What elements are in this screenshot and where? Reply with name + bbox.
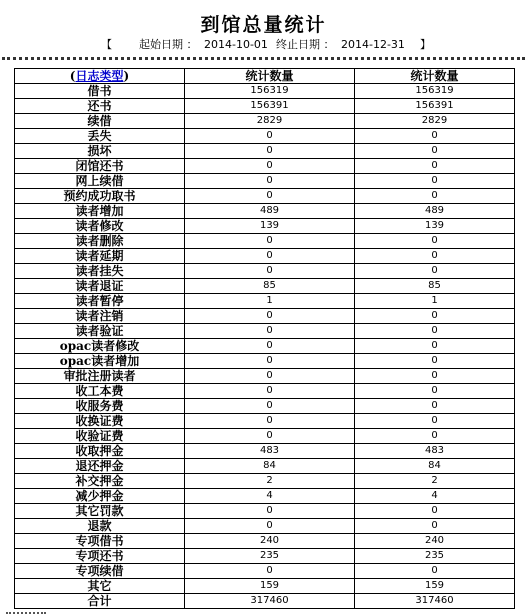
row-count-2: 489 bbox=[355, 204, 515, 219]
row-count-2: 0 bbox=[355, 384, 515, 399]
row-count-1: 4 bbox=[185, 489, 355, 504]
row-count-2: 156319 bbox=[355, 84, 515, 99]
row-label: opac读者修改 bbox=[15, 339, 185, 354]
row-count-1: 0 bbox=[185, 189, 355, 204]
end-date-label: 终止日期 ： bbox=[276, 38, 335, 51]
row-count-2: 139 bbox=[355, 219, 515, 234]
table-row bbox=[15, 459, 515, 474]
row-count-2: 240 bbox=[355, 534, 515, 549]
table-row bbox=[15, 444, 515, 459]
row-count-2: 156391 bbox=[355, 99, 515, 114]
row-count-2: 85 bbox=[355, 279, 515, 294]
row-count-1: 85 bbox=[185, 279, 355, 294]
row-count-1: 0 bbox=[185, 399, 355, 414]
row-count-2: 0 bbox=[355, 339, 515, 354]
row-label: 读者注销 bbox=[15, 309, 185, 324]
row-label: 借书 bbox=[15, 84, 185, 99]
row-count-1: 0 bbox=[185, 234, 355, 249]
row-label: 闭馆还书 bbox=[15, 159, 185, 174]
row-count-1: 2829 bbox=[185, 114, 355, 129]
table-row bbox=[15, 159, 515, 174]
table-row bbox=[15, 534, 515, 549]
header-log-type bbox=[15, 69, 185, 84]
row-label: 补交押金 bbox=[15, 474, 185, 489]
row-count-2: 0 bbox=[355, 354, 515, 369]
row-count-2: 0 bbox=[355, 504, 515, 519]
row-label: 其它 bbox=[15, 579, 185, 594]
table-row bbox=[15, 474, 515, 489]
row-count-1: 240 bbox=[185, 534, 355, 549]
row-count-1: 0 bbox=[185, 309, 355, 324]
table-row bbox=[15, 519, 515, 534]
table-row bbox=[15, 309, 515, 324]
end-date-value: 2014-12-31 bbox=[341, 38, 405, 51]
row-count-1: 0 bbox=[185, 159, 355, 174]
row-label: 减少押金 bbox=[15, 489, 185, 504]
row-count-2: 0 bbox=[355, 144, 515, 159]
row-label: 读者修改 bbox=[15, 219, 185, 234]
row-label: 续借 bbox=[15, 114, 185, 129]
row-count-2: 0 bbox=[355, 324, 515, 339]
row-count-1: 0 bbox=[185, 429, 355, 444]
row-label: 合计 bbox=[15, 594, 185, 609]
row-count-1: 235 bbox=[185, 549, 355, 564]
bracket-left: 【 bbox=[101, 38, 112, 51]
row-count-2: 0 bbox=[355, 309, 515, 324]
table-row bbox=[15, 249, 515, 264]
row-label: 收取押金 bbox=[15, 444, 185, 459]
paren-open: ( bbox=[69, 69, 76, 83]
row-label: 收验证费 bbox=[15, 429, 185, 444]
bracket-right: 】 bbox=[420, 38, 431, 51]
table-row bbox=[15, 174, 515, 189]
row-label: 退款 bbox=[15, 519, 185, 534]
cutoff-dotted-line bbox=[6, 612, 46, 614]
row-count-1: 489 bbox=[185, 204, 355, 219]
row-count-2: 0 bbox=[355, 369, 515, 384]
row-count-1: 0 bbox=[185, 414, 355, 429]
row-count-1: 0 bbox=[185, 504, 355, 519]
row-count-1: 156391 bbox=[185, 99, 355, 114]
table-row bbox=[15, 384, 515, 399]
table-row bbox=[15, 504, 515, 519]
table-row bbox=[15, 339, 515, 354]
row-label: 退还押金 bbox=[15, 459, 185, 474]
row-count-2: 2 bbox=[355, 474, 515, 489]
table-row bbox=[15, 84, 515, 99]
row-count-2: 0 bbox=[355, 564, 515, 579]
table-row bbox=[15, 369, 515, 384]
row-label: 专项借书 bbox=[15, 534, 185, 549]
row-count-1: 1 bbox=[185, 294, 355, 309]
row-count-2: 4 bbox=[355, 489, 515, 504]
row-count-2: 0 bbox=[355, 159, 515, 174]
table-row bbox=[15, 324, 515, 339]
row-label: 专项还书 bbox=[15, 549, 185, 564]
row-count-1: 0 bbox=[185, 264, 355, 279]
row-label: 预约成功取书 bbox=[15, 189, 185, 204]
table-row bbox=[15, 219, 515, 234]
row-count-2: 2829 bbox=[355, 114, 515, 129]
row-count-2: 84 bbox=[355, 459, 515, 474]
row-count-1: 156319 bbox=[185, 84, 355, 99]
table-row bbox=[15, 594, 515, 609]
row-count-1: 317460 bbox=[185, 594, 355, 609]
row-label: 读者增加 bbox=[15, 204, 185, 219]
row-count-1: 0 bbox=[185, 519, 355, 534]
row-label: opac读者增加 bbox=[15, 354, 185, 369]
row-count-1: 0 bbox=[185, 384, 355, 399]
table-row bbox=[15, 429, 515, 444]
row-count-2: 0 bbox=[355, 519, 515, 534]
row-count-2: 0 bbox=[355, 429, 515, 444]
row-count-1: 0 bbox=[185, 339, 355, 354]
row-count-1: 0 bbox=[185, 144, 355, 159]
row-label: 收工本费 bbox=[15, 384, 185, 399]
row-count-1: 2 bbox=[185, 474, 355, 489]
row-count-2: 0 bbox=[355, 189, 515, 204]
row-label: 收服务费 bbox=[15, 399, 185, 414]
row-count-1: 84 bbox=[185, 459, 355, 474]
table-row bbox=[15, 129, 515, 144]
row-count-1: 0 bbox=[185, 249, 355, 264]
row-label: 损坏 bbox=[15, 144, 185, 159]
row-count-2: 0 bbox=[355, 174, 515, 189]
row-count-2: 159 bbox=[355, 579, 515, 594]
row-label: 读者退证 bbox=[15, 279, 185, 294]
row-count-2: 0 bbox=[355, 249, 515, 264]
date-range bbox=[0, 38, 527, 52]
table-row bbox=[15, 264, 515, 279]
table-row bbox=[15, 144, 515, 159]
row-count-1: 0 bbox=[185, 174, 355, 189]
table-row bbox=[15, 114, 515, 129]
start-date-label: 起始日期 ： bbox=[139, 38, 198, 51]
row-label: 还书 bbox=[15, 99, 185, 114]
row-count-2: 0 bbox=[355, 234, 515, 249]
table-row bbox=[15, 189, 515, 204]
table-row bbox=[15, 279, 515, 294]
row-label: 读者延期 bbox=[15, 249, 185, 264]
table-row bbox=[15, 234, 515, 249]
row-label: 审批注册读者 bbox=[15, 369, 185, 384]
table-header-row bbox=[15, 69, 515, 84]
page-title: 到馆总量统计 bbox=[200, 14, 327, 36]
log-type-sort-link[interactable]: 日志类型 bbox=[75, 69, 124, 83]
table-row bbox=[15, 354, 515, 369]
dotted-divider bbox=[2, 57, 525, 60]
row-count-2: 0 bbox=[355, 129, 515, 144]
row-label: 读者挂失 bbox=[15, 264, 185, 279]
table-row bbox=[15, 99, 515, 114]
row-count-2: 0 bbox=[355, 264, 515, 279]
paren-close: ) bbox=[123, 69, 130, 83]
row-label: 网上续借 bbox=[15, 174, 185, 189]
table-row bbox=[15, 549, 515, 564]
table-row bbox=[15, 399, 515, 414]
header-count-2: 统计数量 bbox=[355, 69, 515, 84]
table-row bbox=[15, 294, 515, 309]
table-row bbox=[15, 489, 515, 504]
table-row bbox=[15, 564, 515, 579]
row-count-2: 235 bbox=[355, 549, 515, 564]
row-label: 专项续借 bbox=[15, 564, 185, 579]
row-label: 读者验证 bbox=[15, 324, 185, 339]
row-label: 读者删除 bbox=[15, 234, 185, 249]
row-count-1: 0 bbox=[185, 369, 355, 384]
row-count-1: 139 bbox=[185, 219, 355, 234]
row-count-2: 0 bbox=[355, 399, 515, 414]
row-count-2: 0 bbox=[355, 414, 515, 429]
row-count-2: 1 bbox=[355, 294, 515, 309]
stats-table bbox=[14, 68, 515, 609]
start-date-value: 2014-10-01 bbox=[204, 38, 268, 51]
row-count-2: 317460 bbox=[355, 594, 515, 609]
row-count-1: 0 bbox=[185, 564, 355, 579]
table-row bbox=[15, 414, 515, 429]
row-count-1: 483 bbox=[185, 444, 355, 459]
row-label: 收换证费 bbox=[15, 414, 185, 429]
row-label: 其它罚款 bbox=[15, 504, 185, 519]
row-count-1: 0 bbox=[185, 354, 355, 369]
row-label: 读者暂停 bbox=[15, 294, 185, 309]
table-row bbox=[15, 579, 515, 594]
row-count-2: 483 bbox=[355, 444, 515, 459]
header-count-1: 统计数量 bbox=[185, 69, 355, 84]
row-count-1: 0 bbox=[185, 129, 355, 144]
row-label: 丢失 bbox=[15, 129, 185, 144]
table-row bbox=[15, 204, 515, 219]
row-count-1: 0 bbox=[185, 324, 355, 339]
row-count-1: 159 bbox=[185, 579, 355, 594]
